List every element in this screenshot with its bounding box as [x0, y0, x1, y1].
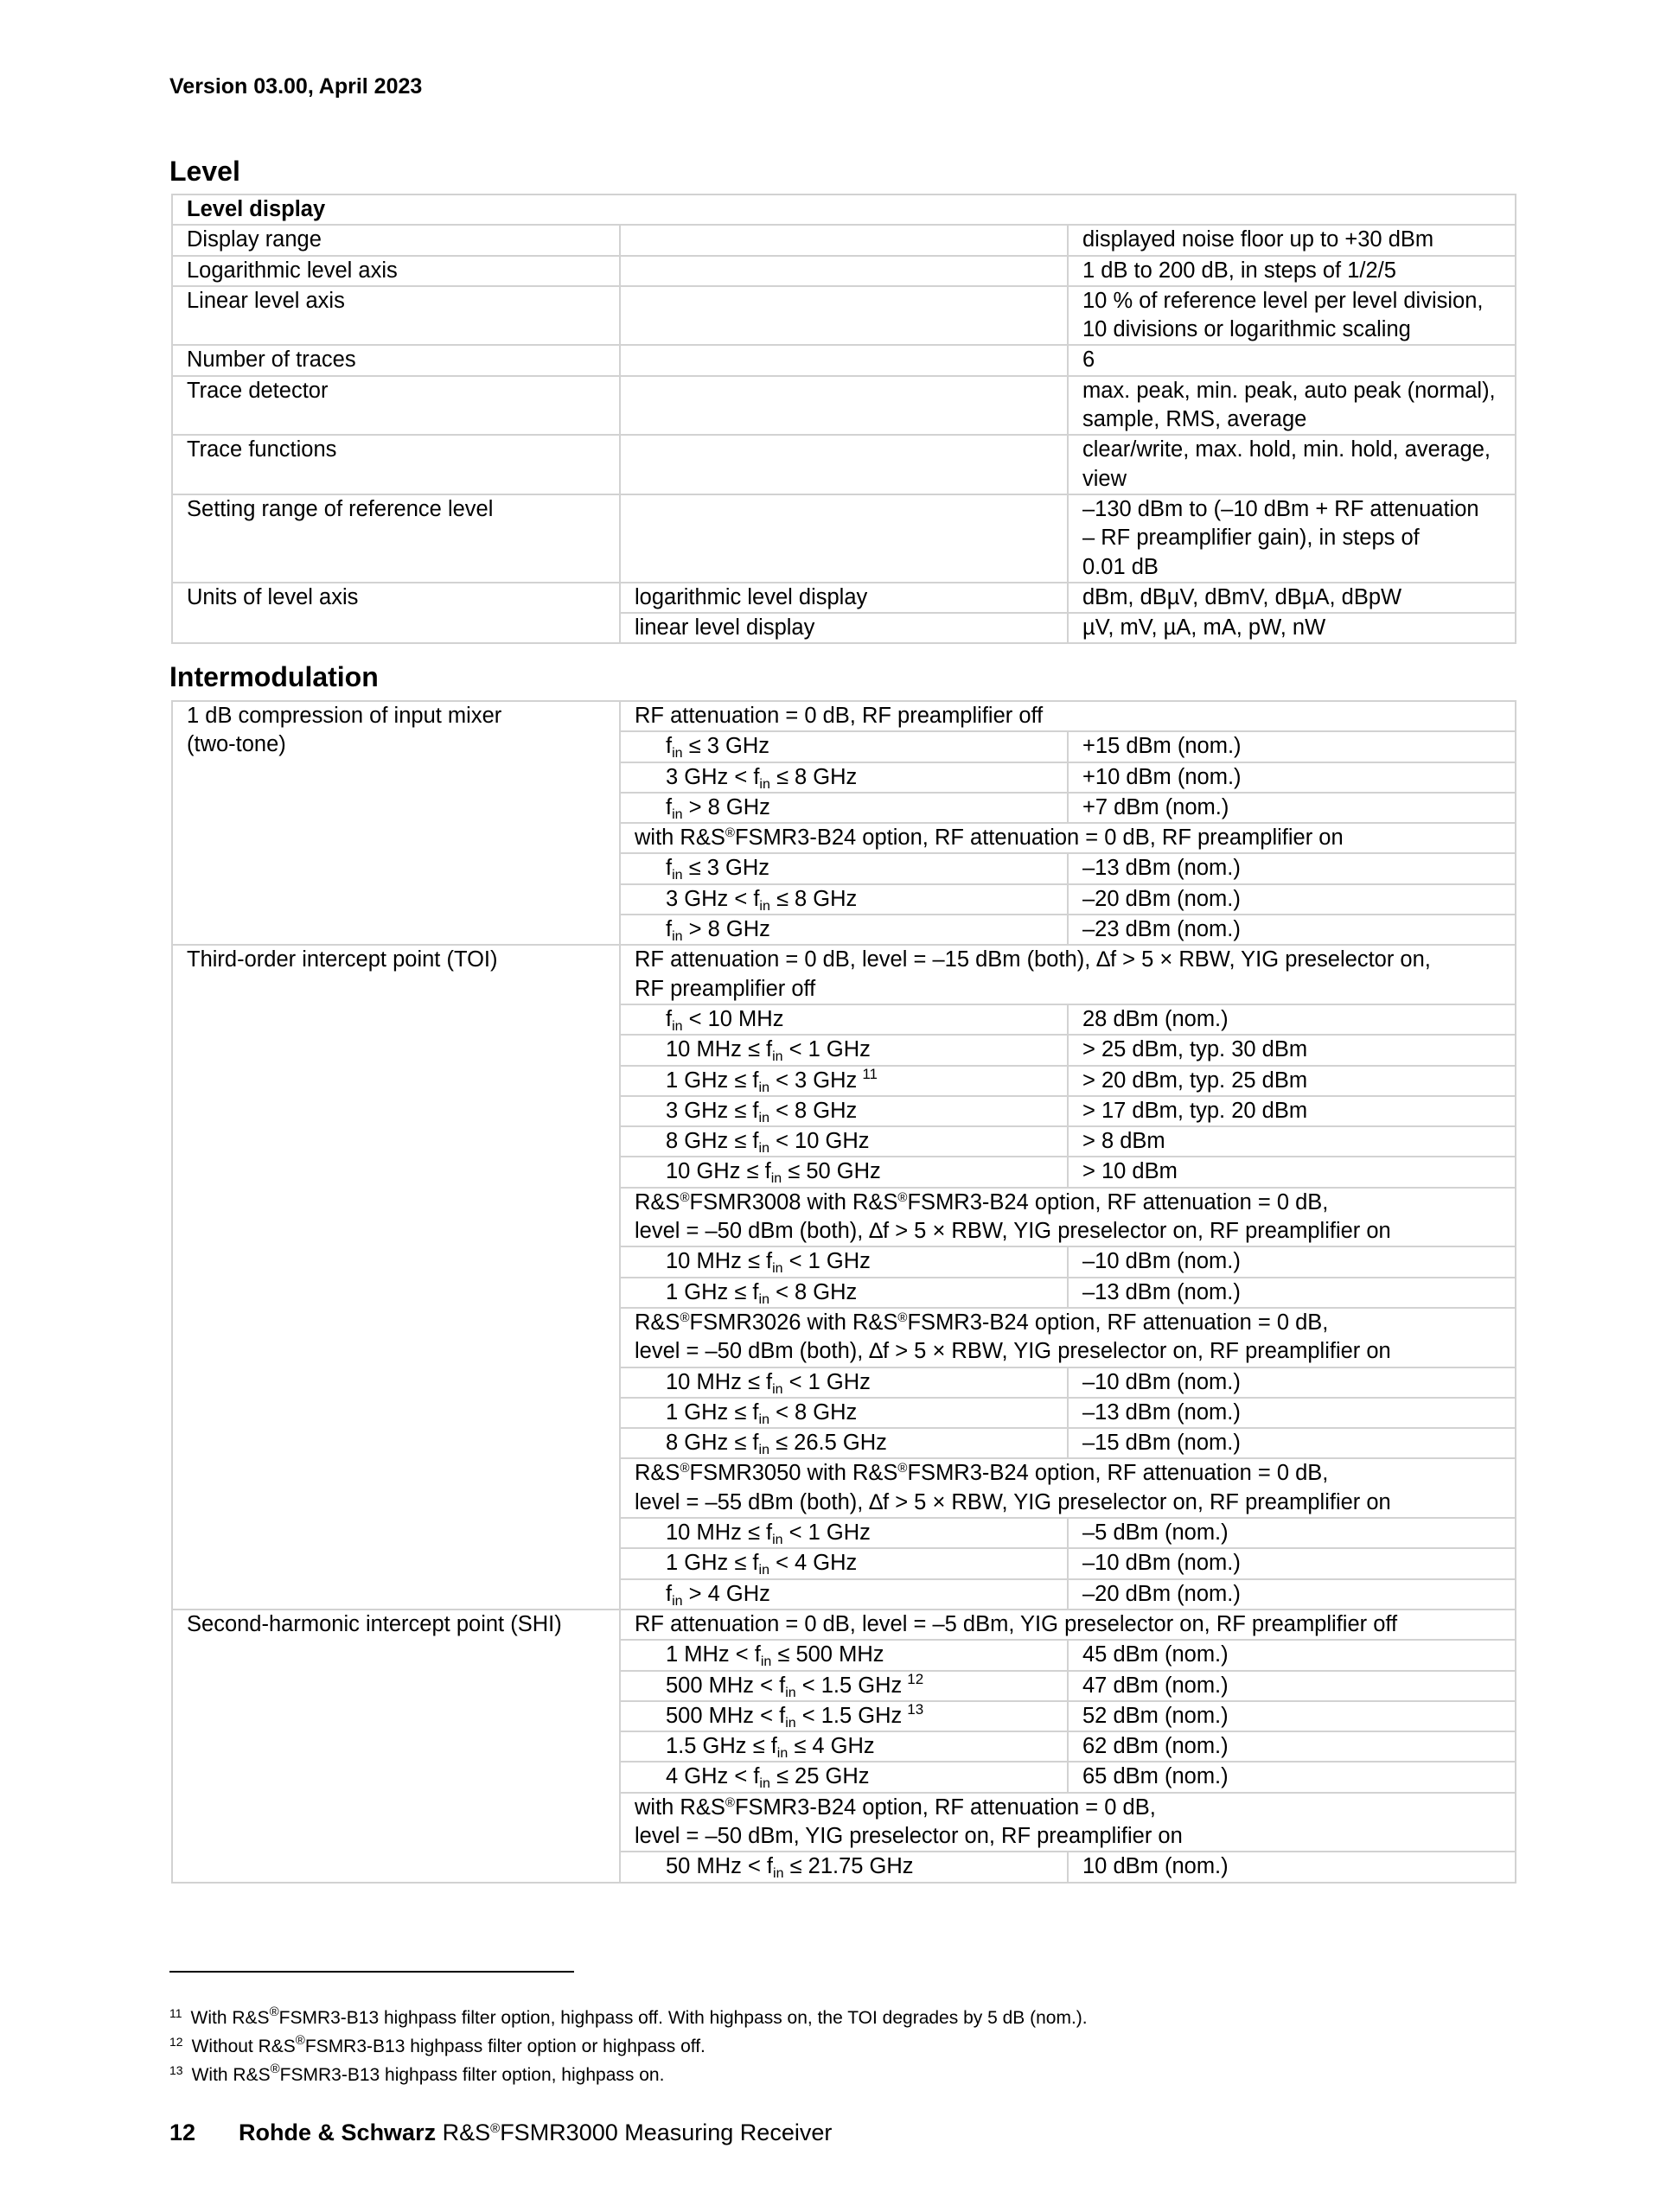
cond-text: FSMR3-B24 option, RF attenuation = 0 dB, — [734, 1794, 1156, 1820]
freq-text: ≤ 3 GHz — [682, 734, 769, 759]
cond-text: level = –55 dBm (both), ∆f > 5 × RBW, YIG preselector on, RF preamplifier on — [635, 1489, 1391, 1514]
freq-text: f — [666, 794, 673, 819]
frequency-cell — [620, 1246, 1068, 1277]
value-line: –130 dBm to (–10 dBm + RF attenuation — [1082, 496, 1479, 521]
footnote-text: With R&S — [191, 2065, 271, 2085]
table-row — [172, 256, 1516, 286]
footnote-text: With R&S — [190, 2008, 270, 2028]
registered-mark: ® — [680, 1461, 690, 1476]
freq-text: 3 GHz < f — [666, 886, 760, 911]
condition-cell — [620, 256, 1068, 286]
freq-text: 10 MHz ≤ f — [666, 1249, 773, 1274]
value-line: 10 divisions or logarithmic scaling — [1082, 317, 1411, 342]
condition-cell — [620, 823, 1516, 853]
freq-text: < 4 GHz — [769, 1551, 858, 1576]
footnote-number: 11 — [169, 2006, 182, 2020]
registered-mark: ® — [680, 1189, 690, 1205]
condition-cell — [620, 1308, 1516, 1367]
subscript-in: in — [758, 1563, 769, 1578]
value-cell: –5 dBm (nom.) — [1068, 1518, 1516, 1548]
freq-text: ≤ 21.75 GHz — [783, 1854, 914, 1879]
cond-text: RF attenuation = 0 dB, RF preamplifier off — [635, 704, 1044, 728]
condition-cell — [620, 286, 1068, 346]
frequency-cell — [620, 1096, 1068, 1126]
condition-cell — [620, 376, 1068, 436]
footnotes — [169, 2004, 1088, 2089]
frequency-cell — [620, 1701, 1068, 1731]
cond-text: FSMR3050 with R&S — [689, 1461, 898, 1486]
subscript-in: in — [759, 776, 770, 792]
value-cell: –15 dBm (nom.) — [1068, 1428, 1516, 1458]
freq-text: < 1 GHz — [782, 1249, 871, 1274]
subscript-in: in — [758, 1141, 769, 1157]
param-line: 1 dB compression of input mixer — [187, 704, 502, 728]
frequency-cell — [620, 1428, 1068, 1458]
freq-text: 8 GHz ≤ f — [666, 1431, 759, 1456]
value-cell: +15 dBm (nom.) — [1068, 731, 1516, 762]
param-cell: Logarithmic level axis — [172, 256, 620, 286]
subscript-in: in — [758, 1110, 769, 1125]
param-cell: Display range — [172, 225, 620, 255]
registered-mark: ® — [897, 1189, 908, 1205]
subscript-in: in — [773, 1866, 784, 1882]
frequency-cell — [620, 1278, 1068, 1308]
value-cell: –10 dBm (nom.) — [1068, 1548, 1516, 1578]
cond-text: RF attenuation = 0 dB, level = –15 dBm (both), ∆f > 5 × RBW, YIG preselector on, — [635, 947, 1431, 972]
condition-cell — [620, 1610, 1516, 1640]
freq-text: < 1 GHz — [782, 1520, 871, 1546]
freq-text: 1.5 GHz ≤ f — [666, 1734, 777, 1759]
footnote-text: FSMR3-B13 highpass filter option, highpass off. With highpass on, the TOI degrades by 5 dB (nom.). — [278, 2008, 1088, 2028]
frequency-cell — [620, 1035, 1068, 1065]
param-cell — [172, 701, 620, 945]
company-name: Rohde & Schwarz — [239, 2120, 437, 2145]
section-title-level: Level — [169, 156, 240, 187]
freq-text: 10 MHz ≤ f — [666, 1369, 773, 1394]
subscript-in: in — [758, 1291, 769, 1307]
frequency-cell — [620, 1852, 1068, 1882]
registered-mark: ® — [725, 1794, 735, 1810]
freq-text: > 8 GHz — [682, 917, 770, 942]
condition-cell: logarithmic level display — [620, 583, 1068, 613]
param-cell: Number of traces — [172, 345, 620, 375]
freq-text: < 8 GHz — [769, 1399, 858, 1425]
table-heading-row — [172, 194, 1516, 225]
frequency-cell — [620, 1367, 1068, 1398]
freq-text: ≤ 26.5 GHz — [769, 1431, 887, 1456]
value-line: sample, RMS, average — [1082, 407, 1307, 432]
value-cell: > 20 dBm, typ. 25 dBm — [1068, 1066, 1516, 1096]
subscript-in: in — [760, 1654, 772, 1670]
cond-text: with R&S — [635, 826, 725, 851]
freq-text: < 1 GHz — [782, 1037, 871, 1062]
subscript-in: in — [758, 1443, 769, 1458]
subscript-in: in — [758, 1080, 769, 1095]
page-number: 12 — [169, 2120, 196, 2145]
param-line: (two-tone) — [187, 732, 286, 757]
value-cell: +10 dBm (nom.) — [1068, 762, 1516, 793]
frequency-cell — [620, 1004, 1068, 1035]
param-cell: Setting range of reference level — [172, 494, 620, 583]
param-cell: Units of level axis — [172, 583, 620, 644]
subscript-in: in — [672, 746, 683, 762]
level-table — [171, 194, 1516, 644]
frequency-cell — [620, 762, 1068, 793]
frequency-cell — [620, 853, 1068, 883]
registered-mark: ® — [680, 1310, 690, 1325]
freq-text: < 10 MHz — [682, 1006, 784, 1031]
freq-text: ≤ 8 GHz — [769, 764, 858, 789]
value-cell: > 17 dBm, typ. 20 dBm — [1068, 1096, 1516, 1126]
freq-text: f — [666, 734, 673, 759]
value-cell — [1068, 435, 1516, 494]
freq-text: 4 GHz < f — [666, 1764, 760, 1789]
cond-text: R&S — [635, 1461, 680, 1486]
freq-text: < 1.5 GHz — [795, 1673, 903, 1698]
freq-text: ≤ 8 GHz — [769, 886, 858, 911]
freq-text: < 10 GHz — [769, 1129, 870, 1154]
value-cell: > 8 dBm — [1068, 1126, 1516, 1157]
freq-text: 10 GHz ≤ f — [666, 1159, 771, 1184]
value-cell: –10 dBm (nom.) — [1068, 1367, 1516, 1398]
cond-text: FSMR3-B24 option, RF attenuation = 0 dB, — [907, 1461, 1329, 1486]
table-row — [172, 494, 1516, 583]
frequency-cell — [620, 1548, 1068, 1578]
footnote-text: FSMR3-B13 highpass filter option, highpass on. — [279, 2065, 665, 2085]
condition-cell — [620, 701, 1516, 731]
cond-text: level = –50 dBm, YIG preselector on, RF preamplifier on — [635, 1823, 1183, 1848]
value-cell: 65 dBm (nom.) — [1068, 1762, 1516, 1792]
value-cell: +7 dBm (nom.) — [1068, 793, 1516, 823]
freq-text: 1 MHz < f — [666, 1642, 761, 1667]
page-footer — [169, 2120, 832, 2146]
subscript-in: in — [776, 1746, 788, 1762]
table-row — [172, 345, 1516, 375]
param-cell: Linear level axis — [172, 286, 620, 346]
subscript-in: in — [785, 1715, 796, 1731]
table-row — [172, 376, 1516, 436]
cond-text: FSMR3-B24 option, RF attenuation = 0 dB, — [907, 1310, 1329, 1335]
registered-mark: ® — [725, 826, 735, 841]
value-cell: > 10 dBm — [1068, 1157, 1516, 1187]
condition-cell — [620, 435, 1068, 494]
condition-cell: linear level display — [620, 613, 1068, 643]
cond-text: level = –50 dBm (both), ∆f > 5 × RBW, YIG preselector on, RF preamplifier on — [635, 1219, 1391, 1244]
cond-text: FSMR3008 with R&S — [689, 1189, 898, 1214]
registered-mark: ® — [269, 2005, 279, 2019]
intermodulation-table — [171, 700, 1516, 1884]
param-cell: Trace detector — [172, 376, 620, 436]
freq-text: 500 MHz < f — [666, 1673, 786, 1698]
freq-text: 10 MHz ≤ f — [666, 1037, 773, 1062]
cond-text: RF attenuation = 0 dB, level = –5 dBm, YIG preselector on, RF preamplifier off — [635, 1611, 1398, 1636]
footnote-text: FSMR3-B13 highpass filter option or highpass off. — [304, 2037, 706, 2056]
value-cell: –13 dBm (nom.) — [1068, 1278, 1516, 1308]
frequency-cell — [620, 1762, 1068, 1792]
value-cell — [1068, 345, 1516, 375]
value-cell: –13 dBm (nom.) — [1068, 1398, 1516, 1428]
condition-cell — [620, 345, 1068, 375]
registered-mark: ® — [897, 1310, 908, 1325]
freq-text: f — [666, 1581, 673, 1606]
subscript-in: in — [772, 1049, 783, 1065]
cond-text: FSMR3-B24 option, RF attenuation = 0 dB, — [907, 1189, 1329, 1214]
param-line: Second-harmonic intercept point (SHI) — [187, 1611, 562, 1636]
param-cell — [172, 1610, 620, 1883]
cond-text: with R&S — [635, 1794, 725, 1820]
footnote-13 — [169, 2061, 1088, 2089]
value-cell — [1068, 286, 1516, 346]
footnote-number: 12 — [169, 2035, 183, 2049]
freq-text: ≤ 25 GHz — [769, 1764, 870, 1789]
value-line: displayed noise floor up to +30 dBm — [1082, 227, 1434, 252]
value-cell: 52 dBm (nom.) — [1068, 1701, 1516, 1731]
value-cell — [1068, 376, 1516, 436]
condition-cell — [620, 1188, 1516, 1247]
freq-text: f — [666, 917, 673, 942]
freq-text: 8 GHz ≤ f — [666, 1129, 759, 1154]
freq-text: f — [666, 1006, 673, 1031]
registered-mark: ® — [270, 2062, 280, 2076]
value-cell: –13 dBm (nom.) — [1068, 853, 1516, 883]
frequency-cell — [620, 1398, 1068, 1428]
value-cell: –10 dBm (nom.) — [1068, 1246, 1516, 1277]
freq-text: < 8 GHz — [769, 1279, 858, 1304]
table-heading: Level display — [172, 194, 1516, 225]
value-line: 6 — [1082, 347, 1095, 373]
freq-text: 10 MHz ≤ f — [666, 1520, 773, 1546]
footnote-text: Without R&S — [191, 2037, 296, 2056]
freq-text: > 8 GHz — [682, 794, 770, 819]
freq-text: 1 GHz ≤ f — [666, 1551, 759, 1576]
frequency-cell — [620, 1518, 1068, 1548]
freq-text: 3 GHz < f — [666, 764, 760, 789]
condition-cell — [620, 945, 1516, 1004]
cond-text: level = –50 dBm (both), ∆f > 5 × RBW, YIG preselector on, RF preamplifier on — [635, 1339, 1391, 1364]
condition-cell — [620, 1458, 1516, 1518]
freq-text: 50 MHz < f — [666, 1854, 774, 1879]
subscript-in: in — [772, 1381, 783, 1397]
freq-text: f — [666, 856, 673, 881]
frequency-cell — [620, 1579, 1068, 1610]
footnote-number: 13 — [169, 2063, 183, 2077]
registered-mark: ® — [490, 2121, 501, 2136]
condition-cell — [620, 225, 1068, 255]
param-line: Third-order intercept point (TOI) — [187, 947, 498, 972]
param-cell — [172, 945, 620, 1610]
freq-text: ≤ 50 GHz — [782, 1159, 881, 1184]
value-line: max. peak, min. peak, auto peak (normal), — [1082, 378, 1496, 403]
subscript-in: in — [770, 1171, 782, 1187]
table-row — [172, 701, 1516, 731]
footnote-12 — [169, 2032, 1088, 2061]
table-row — [172, 225, 1516, 255]
value-cell: µV, mV, µA, mA, pW, nW — [1068, 613, 1516, 643]
subscript-in: in — [785, 1685, 796, 1700]
freq-text: > 4 GHz — [682, 1581, 770, 1606]
value-line: 1 dB to 200 dB, in steps of 1/2/5 — [1082, 258, 1396, 283]
table-row — [172, 945, 1516, 1004]
footnote-ref: 11 — [862, 1065, 878, 1082]
freq-text: < 1.5 GHz — [795, 1703, 903, 1728]
value-cell: 47 dBm (nom.) — [1068, 1671, 1516, 1701]
registered-mark: ® — [295, 2033, 305, 2048]
frequency-cell — [620, 1066, 1068, 1096]
freq-text: < 3 GHz — [769, 1068, 858, 1093]
footnote-ref: 12 — [907, 1670, 924, 1687]
frequency-cell — [620, 1731, 1068, 1762]
subscript-in: in — [672, 868, 683, 883]
value-line: 0.01 dB — [1082, 554, 1159, 579]
subscript-in: in — [759, 1776, 770, 1792]
value-line: – RF preamplifier gain), in steps of — [1082, 526, 1420, 551]
freq-text: ≤ 4 GHz — [788, 1734, 875, 1759]
frequency-cell — [620, 1640, 1068, 1670]
section-title-intermodulation: Intermodulation — [169, 661, 379, 692]
product-name: FSMR3000 Measuring Receiver — [500, 2120, 833, 2145]
freq-text: 3 GHz ≤ f — [666, 1098, 759, 1123]
frequency-cell — [620, 731, 1068, 762]
frequency-cell — [620, 884, 1068, 915]
table-row — [172, 286, 1516, 346]
value-line: clear/write, max. hold, min. hold, average, — [1082, 437, 1491, 462]
version-header: Version 03.00, April 2023 — [169, 74, 423, 99]
freq-text: 1 GHz ≤ f — [666, 1279, 759, 1304]
value-cell: 28 dBm (nom.) — [1068, 1004, 1516, 1035]
frequency-cell — [620, 1671, 1068, 1701]
value-cell: –20 dBm (nom.) — [1068, 884, 1516, 915]
subscript-in: in — [772, 1261, 783, 1277]
cond-text: R&S — [635, 1189, 680, 1214]
table-row — [172, 435, 1516, 494]
value-cell: 10 dBm (nom.) — [1068, 1852, 1516, 1882]
frequency-cell — [620, 915, 1068, 945]
cond-text: FSMR3026 with R&S — [689, 1310, 898, 1335]
value-cell — [1068, 494, 1516, 583]
freq-text: 1 GHz ≤ f — [666, 1068, 759, 1093]
value-cell: > 25 dBm, typ. 30 dBm — [1068, 1035, 1516, 1065]
footnote-11 — [169, 2004, 1088, 2032]
cond-text: R&S — [635, 1310, 680, 1335]
value-cell: –20 dBm (nom.) — [1068, 1579, 1516, 1610]
product-prefix: R&S — [436, 2120, 491, 2145]
table-row — [172, 1610, 1516, 1640]
cond-text: FSMR3-B24 option, RF attenuation = 0 dB, RF preamplifier on — [734, 826, 1344, 851]
freq-text: < 8 GHz — [769, 1098, 858, 1123]
freq-text: 1 GHz ≤ f — [666, 1399, 759, 1425]
subscript-in: in — [672, 1018, 683, 1034]
frequency-cell — [620, 793, 1068, 823]
param-cell: Trace functions — [172, 435, 620, 494]
subscript-in: in — [672, 1593, 683, 1609]
value-line: view — [1082, 466, 1127, 491]
value-cell: –23 dBm (nom.) — [1068, 915, 1516, 945]
freq-text: < 1 GHz — [782, 1369, 871, 1394]
value-cell: 62 dBm (nom.) — [1068, 1731, 1516, 1762]
value-cell — [1068, 256, 1516, 286]
subscript-in: in — [759, 898, 770, 914]
subscript-in: in — [672, 929, 683, 945]
footnote-ref: 13 — [907, 1700, 924, 1718]
subscript-in: in — [772, 1533, 783, 1548]
freq-text: ≤ 500 MHz — [771, 1642, 884, 1667]
table-row — [172, 583, 1516, 613]
cond-text: RF preamplifier off — [635, 976, 816, 1001]
condition-cell — [620, 494, 1068, 583]
condition-cell — [620, 1793, 1516, 1852]
value-cell — [1068, 225, 1516, 255]
value-line: 10 % of reference level per level division, — [1082, 288, 1484, 313]
registered-mark: ® — [897, 1461, 908, 1476]
subscript-in: in — [672, 806, 683, 822]
frequency-cell — [620, 1126, 1068, 1157]
freq-text: 500 MHz < f — [666, 1703, 786, 1728]
value-cell: dBm, dBµV, dBmV, dBµA, dBpW — [1068, 583, 1516, 613]
frequency-cell — [620, 1157, 1068, 1187]
value-cell: 45 dBm (nom.) — [1068, 1640, 1516, 1670]
footnote-separator — [169, 1971, 574, 1973]
freq-text: ≤ 3 GHz — [682, 856, 769, 881]
subscript-in: in — [758, 1412, 769, 1427]
